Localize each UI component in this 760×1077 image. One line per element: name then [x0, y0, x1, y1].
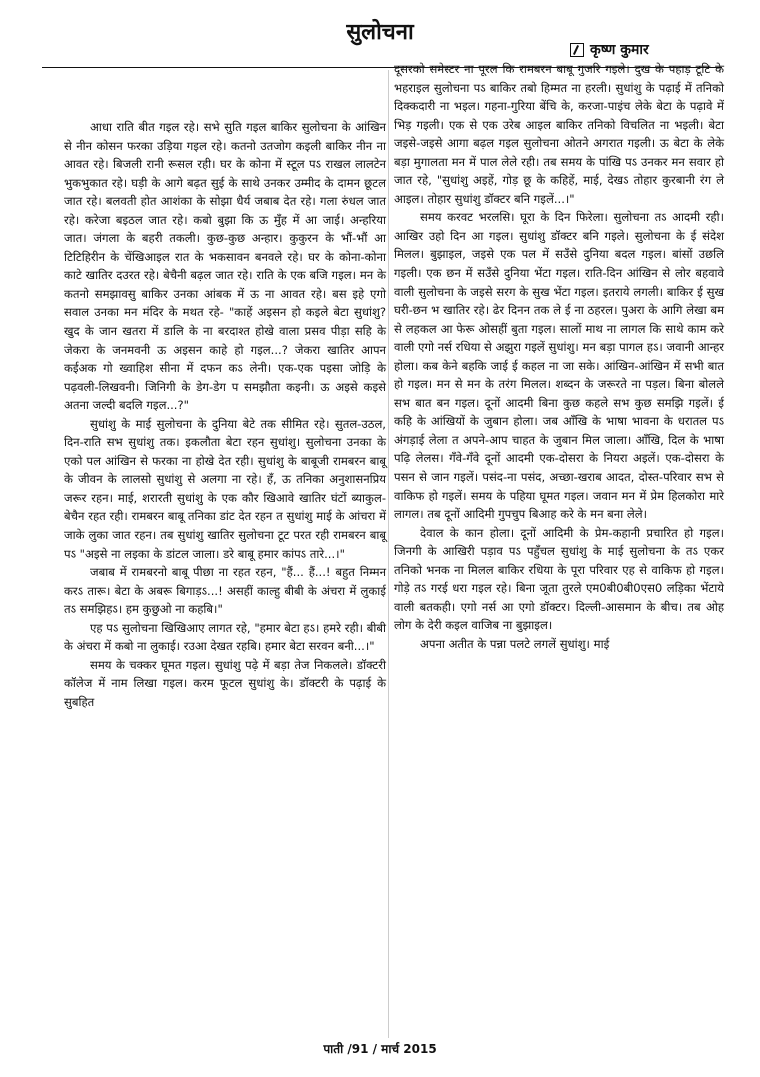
- page-footer: पाती /91 / मार्च 2015: [323, 1042, 437, 1056]
- paragraph: देवाल के कान होला। दूनों आदिमी के प्रेम-कहानी प्रचारित हो गइल। जिनगी के आखिरी पड़ाव पऽ पहुँचल सुधांशु के माई सुलोचना के तऽ एकर तनिको भनक ना मिलल बाकिर रधिया के पूरा परिवार एह से वाकिफ हो गइल। गोड़े तऽ गरई धरा गइल रहे। बिना जूता तुरले एम0बी0बी0एस0 लड़िका भेंटाये वाली बतकही। एगो नर्स आ एगो डॉक्टर। दिल्ली-आसमान के बीच। तब ओह लोग के देरी कइल वाजिब ना बुझाइल।: [394, 525, 724, 633]
- page-title: सुलोचना: [346, 20, 414, 45]
- column-divider: [388, 70, 389, 1038]
- paragraph: एह पऽ सुलोचना खिखिआए लागत रहे, "हमार बेटा हऽ। हमरे रही। बीबी के अंचरा में कबो ना लुकाई। रउआ देखत रहबि। हमार बेटा सरवन बनी...।": [64, 620, 386, 654]
- right-column: [394, 60, 724, 654]
- pen-icon: [570, 43, 584, 57]
- paragraph: आधा राति बीत गइल रहे। सभे सुति गइल बाकिर सुलोचना के आंखिन से नीन कोसन फरका उड़िया गइल रहे। कतनो उतजोग कइली बाकिर नीन ना आवत रहे। बिजली रानी रूसल रही। घर के कोना में स्टूल पऽ राखल लालटेन भुकभुकात रहे। घड़ी के आगे बढ़त सुई के साथे उनकर उम्मीद के दामन छूटल जात रहे। बलवती होत आशंका के सोझा धैर्य जबाब देत रहे। गला रुंधल जात रहे। करेजा बइठल जात रहे। कबो बुझा कि ऊ मुँह में आ जाई। अन्हरिया जात। जंगला के बहरी तकली। कुछ-कुछ अन्हार। कुकुरन के भौं-भौं आ टिटिहिरीन के चेंखिआइल रात के भकसावन बनवले रहे। घर के कोना-कोना काटे खातिर दउरत रहे। बेचैनी बढ़ल जात रहे। राति के एक बजि गइल। मन के कतनो समझावसु बाकिर उनका आंबक में ऊ ना आवत रहे। बस इहे एगो सवाल उनका मन मंदिर के मथत रहे- "काहें अइसन हो कइले बेटा सुधांशु? खुद के जान खतरा में डालि के ना बरदाश्त होखे वाला प्रसव पीड़ा सहि के जेकरा के जनमवनी ऊ अइसन काहे हो गइल...? जेकरा खातिर आपन कईअक गो ख्वाहिश सीना में दफन कऽ लेनी। एक-एक पइसा जोड़ि के पढ़वली-लिखवनी। जिनिगी के डेग-डेग प समझौता कइनी। ऊ अइसे कइसे अतना जल्दी बदलि गइल...?": [64, 120, 386, 413]
- left-column: [64, 118, 386, 712]
- paragraph: अपना अतीत के पन्ना पलटे लगलें सुधांशु। माई: [420, 636, 610, 651]
- paragraph: दूसरको समेस्टर ना पूरल कि रामबरन बाबू गुजरि गइले। दुख के पहाड़ टूटि के भहराइल सुलोचना पऽ बाकिर तबो हिम्मत ना हरली। सुधांशु के पढ़ाई में तनिको दिक्कदारी ना भइल। गहना-गुरिया बेंचि के, करजा-पाइंच लेके बेटा के पढ़ावे में भिड़ गइली। एक से एक उरेब आइल बाकिर तनिको विचलित ना भइली। बेटा जइसे-जइसे आगा बढ़ल गइल सुलोचना ओतने अगरात गइली। ऊ बेटा के लेके बड़ा मुगालता मन में पाल लेले रही। तब समय के पांखि पऽ उनकर मन सवार हो जात रहे, "सुधांशु अइहें, गोड़ छू के कहिहें, माई, देखऽ तोहार कुरबानी रंग ले आइल। तोहार सुधांशु डॉक्टर बनि गइलें...।": [394, 62, 724, 206]
- paragraph: जबाब में रामबरनो बाबू पीछा ना रहत रहन, "हैं... हैं...! बहुत निम्मन करऽ तारू। बेटा के अबरू बिगाड़ऽ...! असहीं काल्हु बीबी के अंचरा में लुकाई तऽ समझिहऽ। हम कुछुओ ना कहबि।": [64, 565, 386, 617]
- paragraph: सुधांशु के माई सुलोचना के दुनिया बेटे तक सीमित रहे। सुतल-उठल, दिन-राति सभ सुधांशु तक। इकलौता बेटा रहन सुधांशु। सुलोचना उनका के एको पल आंखिन से फरका ना होखे देत रही। सुधांशु के बाबूजी रामबरन बाबू के जीवन के लालसो सुधांशु से अलगा ना रहे। हँ, ऊ तनिका अनुशासनप्रिय जरूर रहन। माई, शरारती सुधांशु के एक कौर खिआवे खातिर घंटों ब्याकुल-बेचैन रहत रही। रामबरन बाबू तनिका डांट देत रहन त सुधांशु माई के आंचरा में जाके लुका जात रहन। तब सुधांशु खातिर सुलोचना टूट परत रही रामबरन बाबू पऽ "अइसे ना लइका के डांटल जाला। डरे बाबू हमार कांपऽ तारे...।": [64, 416, 386, 561]
- author-name: कृष्ण कुमार: [590, 42, 649, 58]
- paragraph: समय करवट भरलसि। घूरा के दिन फिरेला। सुलोचना तऽ आदमी रही। आखिर उहो दिन आ गइल। सुधांशु डॉक्टर बनि गइले। सुलोचना के ई संदेश मिलल। बुझाइल, जइसे एक पल में सउँसे दुनिया बदल गइल। बांसों उछलि गइली। एक छन में सउँसे दुनिया भेंटा गइल। राति-दिन आंखिन से लोर बहवावे वाली सुलोचना के जइसे सरग के सुख भेंटा गइल। इतराये लगली। बाकिर ई सुख घरी-छन भ खातिर रहे। ढेर दिनन तक ले ई ना ठहरल। पुअरा के आगि लेखा बम से लहकल आ फेरू ओसहीं बुता गइल। सालों माथ ना लागल कि साथे काम करे वाली एगो नर्स रधिया से अझुरा गइलें सुधांशु। मन बड़ा पागल हऽ। जवानी आन्हर होला। कब केने बहकि जाई ई कहल ना जा सके। आंखिन-आंखिन में सभी बात हो गइल। मन से मन के तरंग मिलल। शब्दन के जरूरते ना पड़ल। बिना बोलले सभ बात बन गइल। दूनों आदमी बिना कुछ कहले सभ कुछ समझि गइलें। ई कहि के आंखियों के जुबान होला। जब आँखि के भाषा भावना के धरातल पऽ अंगड़ाई लेला त अपने-आप चाहत के जुबान मिल जाला। आँखि, दिल के भाषा पढ़ि लेलस। गँवे-गँवे दूनों आदमी एक-दोसरा के नियरा अइलें। एक-दोसरा के पसन से जान गइलें। पसंद-ना पसंद, अच्छा-खराब आदत, दोस्त-परिवार सभ से वाकिफ हो गइलें। समय के पहिया घूमत गइल। जवान मन में प्रेम हिलकोरा मारे लागल। तब दूनों आदिमी गुपचुप बिआह करे के मन बना लेले।: [394, 210, 724, 522]
- paragraph: समय के चक्कर घूमत गइल। सुधांशु पढ़े में बड़ा तेज निकलले। डॉक्टरी कॉलेज में नाम लिखा गइल। करम फूटल सुधांशु के। डॉक्टरी के पढ़ाई के सुबहित: [64, 657, 386, 709]
- author-byline: [570, 40, 649, 59]
